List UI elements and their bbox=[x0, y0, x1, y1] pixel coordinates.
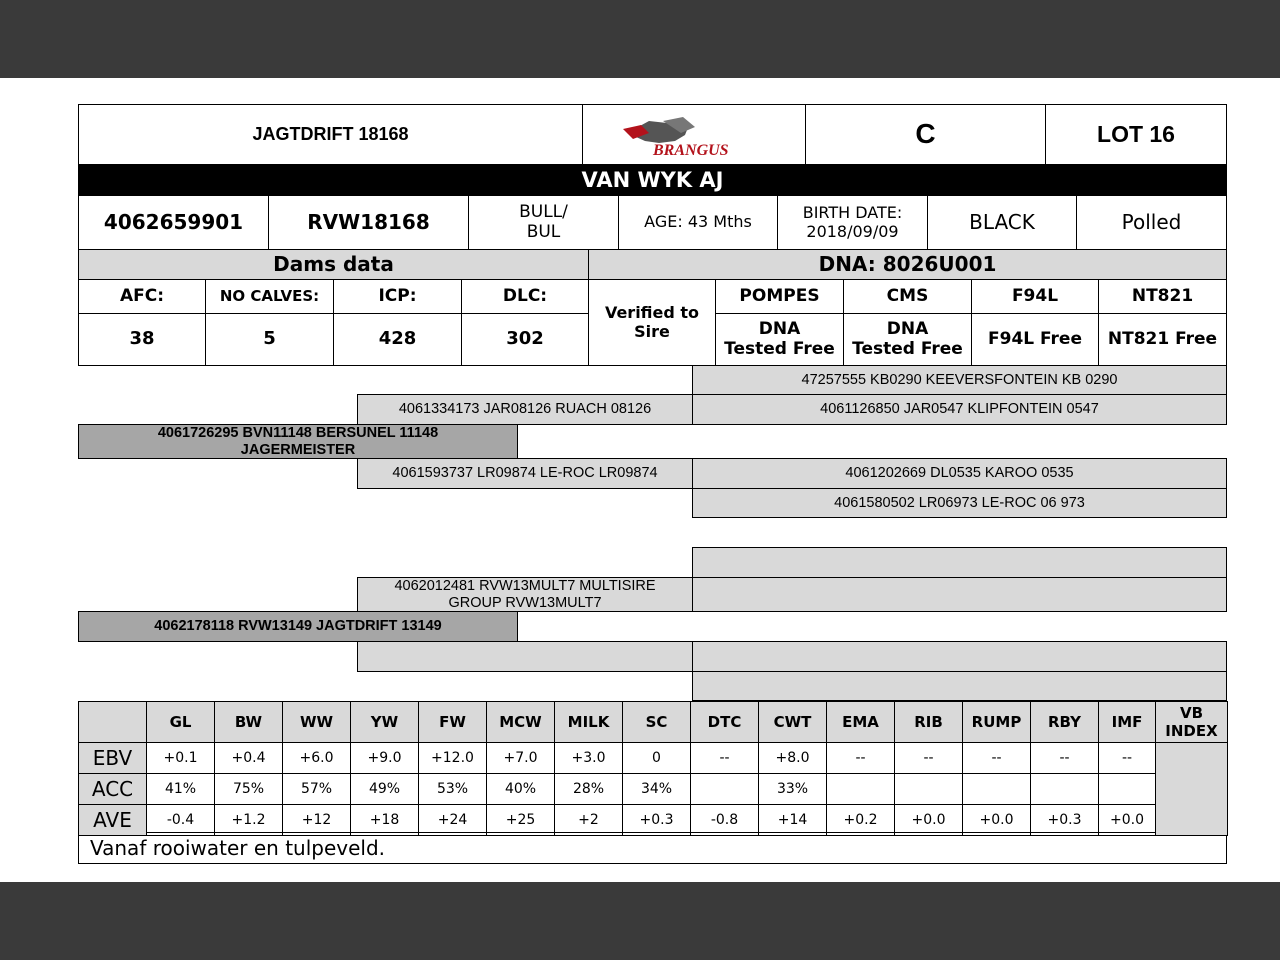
ebv-cell: -0.8 bbox=[691, 805, 759, 836]
ebv-cell: +0.1 bbox=[147, 743, 215, 774]
dams-header-icp: ICP: bbox=[333, 279, 462, 314]
ebv-col-ema: EMA bbox=[827, 702, 895, 743]
ebv-header-row bbox=[79, 702, 1228, 743]
ebv-cell bbox=[963, 774, 1031, 805]
ebv-cell: 34% bbox=[623, 774, 691, 805]
pedigree-dd-dam bbox=[692, 671, 1227, 701]
vb-index-value bbox=[1156, 743, 1228, 836]
pedigree-sire bbox=[78, 424, 518, 459]
ebv-col-mcw: MCW bbox=[487, 702, 555, 743]
dams-value-icp: 428 bbox=[333, 313, 462, 366]
ebv-cell: -0.4 bbox=[147, 805, 215, 836]
ebv-col-imf: IMF bbox=[1099, 702, 1156, 743]
dna-test-result-nt821: NT821 Free bbox=[1098, 313, 1227, 366]
pedigree-dam-dam bbox=[357, 641, 693, 672]
pedigree-ss-sire: 47257555 KB0290 KEEVERSFONTEIN KB 0290 bbox=[692, 365, 1227, 395]
ebv-col-rump: RUMP bbox=[963, 702, 1031, 743]
dna-test-result-pompes bbox=[715, 313, 844, 366]
dna-verified bbox=[588, 279, 716, 366]
pedigree-dd-sire bbox=[692, 641, 1227, 672]
ebv-cell: +8.0 bbox=[759, 743, 827, 774]
ebv-cell: +0.0 bbox=[1099, 805, 1156, 836]
row-label: ACC bbox=[79, 774, 147, 805]
ebv-cell: -- bbox=[691, 743, 759, 774]
ebv-cell: +12.0 bbox=[419, 743, 487, 774]
ebv-cell bbox=[827, 774, 895, 805]
dna-test-name-pompes: POMPES bbox=[715, 279, 844, 314]
pedigree-ss-dam: 4061126850 JAR0547 KLIPFONTEIN 0547 bbox=[692, 394, 1227, 425]
ebv-cell: -- bbox=[895, 743, 963, 774]
ebv-cell: +2 bbox=[555, 805, 623, 836]
ebv-cell bbox=[895, 774, 963, 805]
ebv-col-sc: SC bbox=[623, 702, 691, 743]
ebv-cell: -- bbox=[1099, 743, 1156, 774]
horn-status: Polled bbox=[1076, 195, 1227, 250]
verified-line2: Sire bbox=[634, 321, 670, 341]
dams-header-afc: AFC: bbox=[78, 279, 206, 314]
pedigree-sire-dam: 4061593737 LR09874 LE-ROC LR09874 bbox=[357, 458, 693, 489]
ebv-row-acc bbox=[79, 774, 1228, 805]
row-label: AVE bbox=[79, 805, 147, 836]
ebv-col-rby: RBY bbox=[1031, 702, 1099, 743]
pedigree-sd-dam: 4061580502 LR06973 LE-ROC 06 973 bbox=[692, 488, 1227, 518]
ebv-cell bbox=[691, 774, 759, 805]
animal-age: AGE: 43 Mths bbox=[618, 195, 778, 250]
ebv-row-ebv bbox=[79, 743, 1228, 774]
ebv-col-bw: BW bbox=[215, 702, 283, 743]
ebv-col-gl: GL bbox=[147, 702, 215, 743]
ebv-cell: 49% bbox=[351, 774, 419, 805]
ebv-cell: +14 bbox=[759, 805, 827, 836]
ebv-cell: 0 bbox=[623, 743, 691, 774]
ebv-cell: +0.3 bbox=[623, 805, 691, 836]
ebv-cell: 41% bbox=[147, 774, 215, 805]
dams-value-dlc: 302 bbox=[461, 313, 589, 366]
ebv-row-ave bbox=[79, 805, 1228, 836]
ebv-col-cwt: CWT bbox=[759, 702, 827, 743]
dna-test-name-cms: CMS bbox=[843, 279, 972, 314]
dna-test-name-nt821: NT821 bbox=[1098, 279, 1227, 314]
dam-sire-line1: 4062012481 RVW13MULT7 MULTISIRE bbox=[394, 577, 656, 594]
dna-test-result-f94l: F94L Free bbox=[971, 313, 1099, 366]
pedigree-dam-sire bbox=[357, 577, 693, 612]
animal-sex bbox=[468, 195, 619, 250]
breeder-bar: VAN WYK AJ bbox=[78, 164, 1227, 196]
ebv-cell: +0.0 bbox=[963, 805, 1031, 836]
vb-label1: VB bbox=[1179, 704, 1204, 722]
ebv-table bbox=[78, 701, 1228, 836]
ebv-cell: +18 bbox=[351, 805, 419, 836]
sire-line2: JAGERMEISTER bbox=[240, 441, 356, 458]
note: Vanaf rooiwater en tulpeveld. bbox=[78, 832, 1227, 864]
pedigree-sire-sire: 4061334173 JAR08126 RUACH 08126 bbox=[357, 394, 693, 425]
animal-id: 4062659901 bbox=[78, 195, 269, 250]
result-line2: Tested Free bbox=[724, 338, 835, 359]
pedigree-ds-sire bbox=[692, 547, 1227, 578]
birth-date bbox=[777, 195, 928, 250]
row-label: EBV bbox=[79, 743, 147, 774]
ebv-cell: 28% bbox=[555, 774, 623, 805]
ebv-cell: +24 bbox=[419, 805, 487, 836]
verified-line1: Verified to bbox=[604, 303, 700, 323]
ebv-col-ww: WW bbox=[283, 702, 351, 743]
ebv-cell bbox=[1099, 774, 1156, 805]
ebv-cell: +9.0 bbox=[351, 743, 419, 774]
ebv-cell: +0.0 bbox=[895, 805, 963, 836]
animal-name: JAGTDRIFT 18168 bbox=[78, 104, 583, 165]
ebv-col-rib: RIB bbox=[895, 702, 963, 743]
sex-line2: BUL bbox=[526, 221, 561, 242]
pedigree-dam: 4062178118 RVW13149 JAGTDRIFT 13149 bbox=[78, 611, 518, 642]
ebv-col-fw: FW bbox=[419, 702, 487, 743]
dna-title: DNA: 8026U001 bbox=[588, 249, 1227, 280]
result-line1: DNA bbox=[886, 318, 929, 339]
vb-label2: INDEX bbox=[1165, 722, 1218, 740]
ebv-col-dtc: DTC bbox=[691, 702, 759, 743]
dams-header-dlc: DLC: bbox=[461, 279, 589, 314]
ebv-col-vb-index bbox=[1156, 702, 1228, 743]
grade: C bbox=[805, 104, 1046, 165]
ebv-cell: +0.4 bbox=[215, 743, 283, 774]
ebv-cell: +6.0 bbox=[283, 743, 351, 774]
dams-value-afc: 38 bbox=[78, 313, 206, 366]
dna-test-result-cms bbox=[843, 313, 972, 366]
dams-header-calves: NO CALVES: bbox=[205, 279, 334, 314]
ebv-col-milk: MILK bbox=[555, 702, 623, 743]
result-line1: DNA bbox=[758, 318, 801, 339]
ebv-col-yw: YW bbox=[351, 702, 419, 743]
brangus-logo bbox=[582, 104, 806, 165]
ebv-cell: +25 bbox=[487, 805, 555, 836]
ebv-cell: +7.0 bbox=[487, 743, 555, 774]
birth-date-value: 2018/09/09 bbox=[806, 221, 899, 241]
dams-value-calves: 5 bbox=[205, 313, 334, 366]
lot-number: LOT 16 bbox=[1045, 104, 1227, 165]
sex-line1: BULL/ bbox=[519, 201, 568, 222]
pedigree-ds-dam bbox=[692, 577, 1227, 612]
ebv-cell: 33% bbox=[759, 774, 827, 805]
ebv-cell: +0.2 bbox=[827, 805, 895, 836]
pedigree-sd-sire: 4061202669 DL0535 KAROO 0535 bbox=[692, 458, 1227, 489]
animal-code: RVW18168 bbox=[268, 195, 469, 250]
ebv-cell: -- bbox=[1031, 743, 1099, 774]
sire-line1: 4061726295 BVN11148 BERSUNEL 11148 bbox=[157, 424, 439, 441]
birth-date-label: BIRTH DATE: bbox=[802, 203, 903, 223]
result-line2: Tested Free bbox=[852, 338, 963, 359]
ebv-cell: +12 bbox=[283, 805, 351, 836]
dams-title: Dams data bbox=[78, 249, 589, 280]
ebv-cell: 75% bbox=[215, 774, 283, 805]
ebv-cell: 57% bbox=[283, 774, 351, 805]
ebv-corner bbox=[79, 702, 147, 743]
ebv-cell: +1.2 bbox=[215, 805, 283, 836]
ebv-cell: 53% bbox=[419, 774, 487, 805]
bull-logo-icon bbox=[619, 111, 769, 159]
ebv-cell: 40% bbox=[487, 774, 555, 805]
ebv-cell: -- bbox=[963, 743, 1031, 774]
ebv-cell: +3.0 bbox=[555, 743, 623, 774]
ebv-cell bbox=[1031, 774, 1099, 805]
animal-color: BLACK bbox=[927, 195, 1077, 250]
ebv-cell: -- bbox=[827, 743, 895, 774]
dam-sire-line2: GROUP RVW13MULT7 bbox=[448, 594, 602, 611]
logo-wordmark: BRANGUS bbox=[653, 141, 729, 159]
ebv-cell: +0.3 bbox=[1031, 805, 1099, 836]
dna-test-name-f94l: F94L bbox=[971, 279, 1099, 314]
